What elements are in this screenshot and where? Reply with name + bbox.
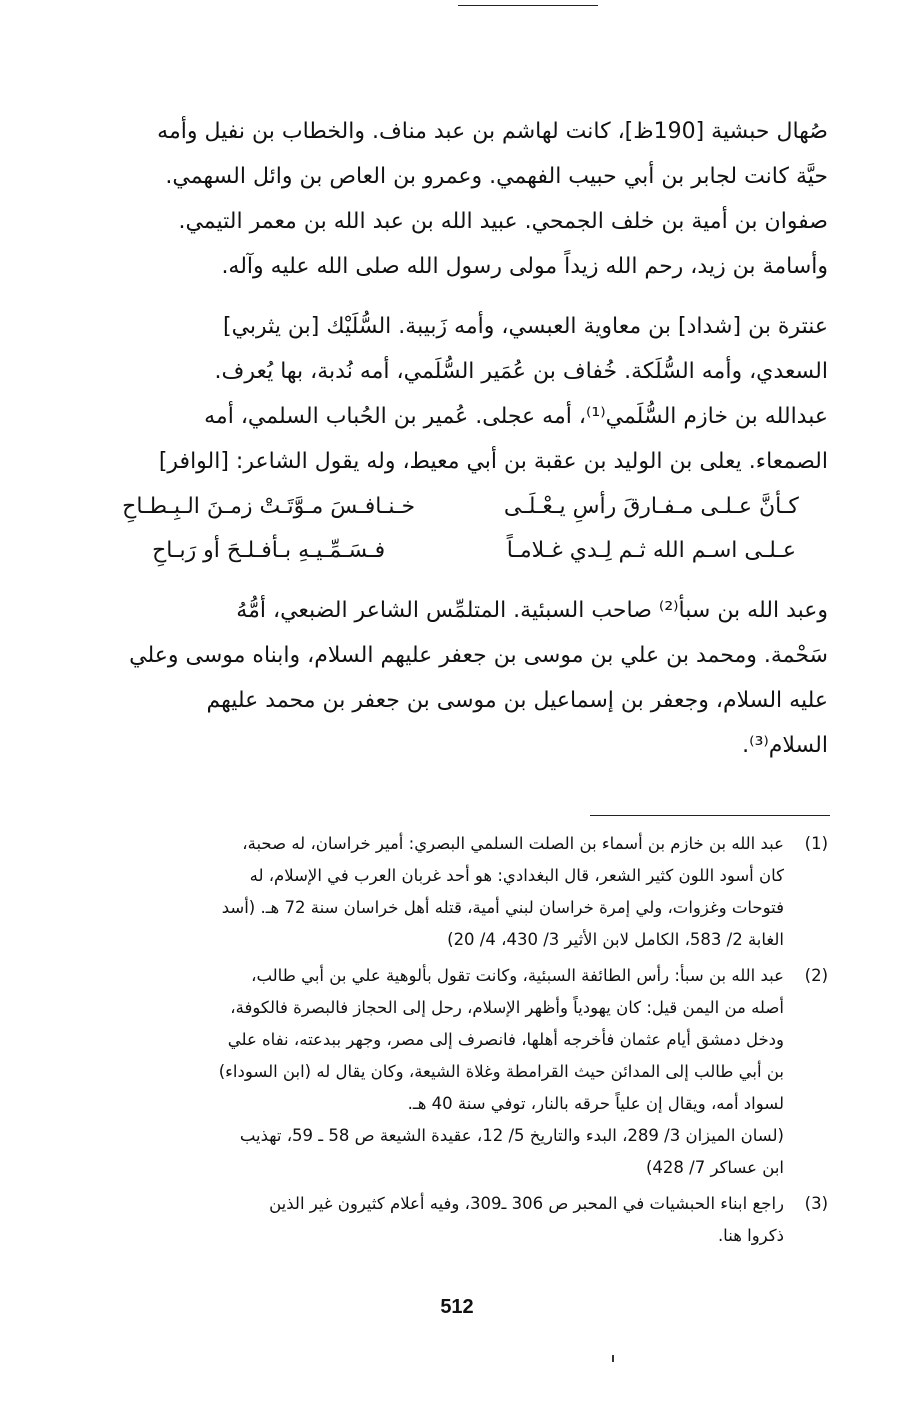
text-line: صفوان بن أمية بن خلف الجمحي. عبيد الله بن عبد الله بن معمر التيمي.	[178, 209, 828, 234]
paragraph-3	[92, 588, 828, 768]
footnote-line: أصله من اليمن قيل: كان يهودياً وأظهر الإسلام، رحل إلى الحجاز فالبصرة فالكوفة،	[230, 998, 784, 1017]
footnotes	[92, 828, 828, 1256]
footnote-line: فتوحات وغزوات، ولي إمرة خراسان لبني أمية، قتله أهل خراسان سنة 72 هـ. (أسد	[221, 898, 784, 917]
footnote-line: بن أبي طالب إلى المدائن حيث القرامطة وغلاة الشيعة، وكان يقال له (ابن السوداء)	[218, 1062, 784, 1081]
paragraph-2	[92, 304, 828, 484]
print-mark	[612, 1355, 614, 1362]
footnote-line: عبد الله بن سبأ: رأس الطائفة السبئية، وكانت تقول بألوهية علي بن أبي طالب،	[251, 966, 784, 985]
text-line: عبدالله بن خازم السُّلَمي⁽¹⁾، أمه عجلى. عُمير بن الحُباب السلمي، أمه	[204, 404, 828, 429]
verse-row	[92, 485, 828, 529]
page-number: 512	[440, 1296, 474, 1318]
footnote-number: (2)	[804, 966, 828, 985]
footnote-line: عبد الله بن خازم بن أسماء بن الصلت السلمي البصري: أمير خراسان، له صحبة،	[242, 834, 784, 853]
verse-first-hemistich: عـلـى اسـم الله ثـم لِـدي غـلامـاً	[506, 538, 796, 563]
text-line: وعبد الله بن سبأ⁽²⁾ صاحب السبئية. المتلمِّس الشاعر الضبعي، أمُّهُ	[236, 598, 828, 623]
text-line: وأسامة بن زيد، رحم الله زيداً مولى رسول الله صلى الله عليه وآله.	[221, 254, 828, 279]
footnote-line: الغابة 2/ 583، الكامل لابن الأثير 3/ 430، 4/ 20)	[447, 930, 784, 949]
text-line: السلام⁽³⁾.	[742, 733, 828, 758]
footnote	[92, 828, 828, 956]
paragraph-1	[92, 109, 828, 289]
text-line: حيَّة كانت لجابر بن أبي حبيب الفهمي. وعمرو بن العاص بن وائل السهمي.	[165, 164, 828, 189]
footnote-line: ودخل دمشق أيام عثمان فأخرجه أهلها، فانصرف إلى مصر، وجهر ببدعته، نفاه علي	[227, 1030, 784, 1049]
poem-verses	[92, 485, 828, 573]
footnote-line: (لسان الميزان 3/ 289، البدء والتاريخ 5/ 12، عقيدة الشيعة ص 58 ـ 59، تهذيب	[239, 1126, 784, 1145]
footnote-references	[92, 1120, 784, 1184]
text-line: السعدي، وأمه السُّلَكة. خُفاف بن عُمَير السُّلَمي، أمه نُدبة، بها يُعرف.	[214, 359, 828, 384]
header-rule	[458, 5, 598, 6]
footnote-line: لسواد أمه، ويقال إن علياً حرقه بالنار، توفي سنة 40 هـ.	[407, 1094, 784, 1113]
verse-first-hemistich: كـأنَّ عـلـى مـفـارقَ رأسِ يـعْـلَـى	[503, 494, 799, 519]
footnote-line: راجع ابناء الحبشيات في المحبر ص 306 ـ309، وفيه أعلام كثيرون غير الذين	[269, 1194, 784, 1213]
verse-second-hemistich: فـسَـمِّـيـهِ بـأفـلـحَ أو رَبـاحِ	[152, 538, 386, 563]
text-line: عليه السلام، وجعفر بن إسماعيل بن موسى بن جعفر بن محمد عليهم	[206, 688, 828, 713]
footnote-line: كان أسود اللون كثير الشعر، قال البغدادي: هو أحد غربان العرب في الإسلام، له	[249, 866, 784, 885]
verse-row	[92, 529, 828, 573]
text-line: الصمعاء. يعلى بن الوليد بن عقبة بن أبي معيط، وله يقول الشاعر: [الوافر]	[158, 449, 828, 474]
footnote-separator	[590, 815, 830, 816]
footnote-line: ابن عساكر 7/ 428)	[645, 1158, 784, 1177]
footnote-number: (1)	[804, 834, 828, 853]
text-line: سَحْمة. ومحمد بن علي بن موسى بن جعفر عليهم السلام، وابناه موسى وعلي	[129, 643, 828, 668]
footnote	[92, 960, 828, 1184]
verse-second-hemistich: خـنـافـسَ مـوَّتَـتْ زمـنَ الـبِـطـاحِ	[122, 494, 416, 519]
footnote	[92, 1188, 828, 1252]
text-line: صُهال حبشية [190ظ]، كانت لهاشم بن عبد مناف. والخطاب بن نفيل وأمه	[157, 119, 828, 144]
footnote-number: (3)	[804, 1194, 828, 1213]
text-line: عنترة بن [شداد] بن معاوية العبسي، وأمه زَبيبة. السُّلَيْك [بن يثربي]	[223, 314, 828, 339]
footnote-line: ذكروا هنا.	[717, 1226, 784, 1245]
